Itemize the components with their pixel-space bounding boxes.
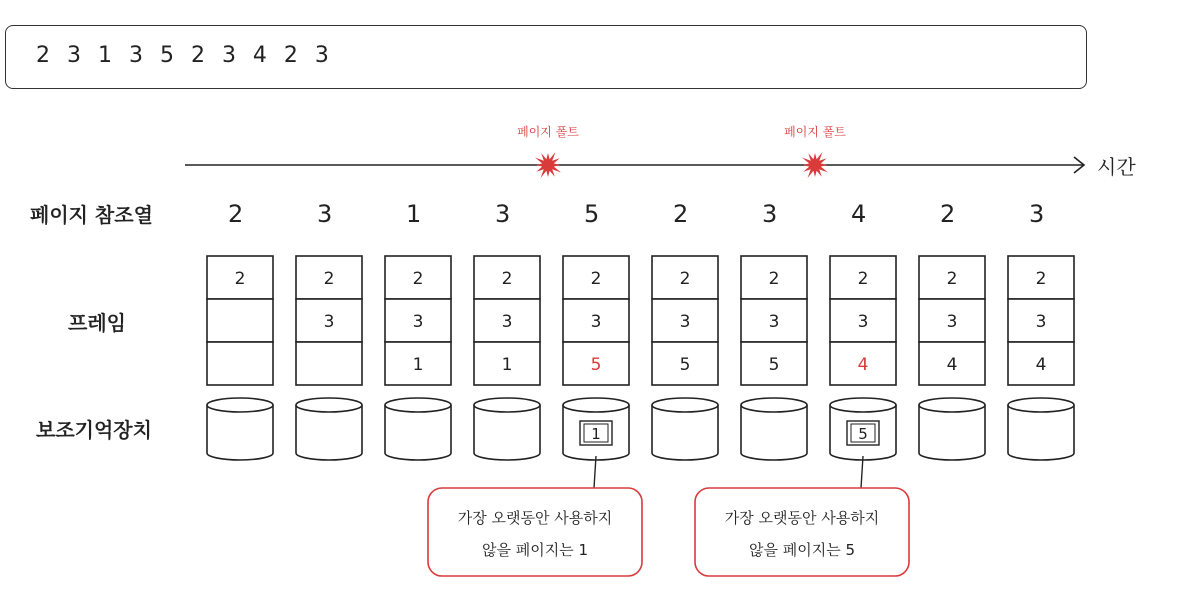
frame-column: [1008, 256, 1074, 385]
frame-value: 2: [768, 269, 780, 289]
explosion-icon: [535, 152, 561, 178]
cylinder-top: [1008, 398, 1074, 412]
explosion-icon: [802, 152, 828, 178]
frame-columns: [207, 256, 1074, 385]
reference-value: 3: [1029, 200, 1045, 228]
frame-value: 3: [946, 312, 958, 332]
callout-bubble: [695, 456, 909, 576]
reference-value: 2: [673, 200, 689, 228]
storage-cylinders: [207, 398, 1074, 460]
frame-cell: [207, 299, 273, 342]
page-fault-label: 페이지 폴트: [784, 125, 846, 139]
frame-value: 2: [946, 269, 958, 289]
frame-column: [919, 256, 985, 385]
cylinder-top: [207, 398, 273, 412]
cylinder-body: [741, 405, 807, 460]
frame-value: 1: [501, 355, 513, 375]
reference-value: 2: [228, 200, 244, 228]
callout-box: [428, 488, 642, 576]
cylinder-top: [652, 398, 718, 412]
cylinder-top: [296, 398, 362, 412]
cylinder-top: [385, 398, 451, 412]
cylinder-body: [385, 405, 451, 460]
frame-value: 3: [1035, 312, 1047, 332]
frame-value: 3: [590, 312, 602, 332]
frame-value: 3: [679, 312, 691, 332]
callout-box: [695, 488, 909, 576]
frame-value: 3: [857, 312, 869, 332]
evicted-page-value: 1: [591, 425, 601, 443]
evicted-page-value: 5: [858, 425, 868, 443]
reference-value: 4: [851, 200, 867, 228]
frame-value: 3: [768, 312, 780, 332]
reference-value: 5: [584, 200, 600, 228]
frame-column: [385, 256, 451, 385]
storage-cylinder: [1008, 398, 1074, 460]
frame-value: 1: [412, 355, 424, 375]
callout-pointer: [594, 456, 596, 488]
reference-value: 3: [317, 200, 333, 228]
cylinder-body: [207, 405, 273, 460]
frame-value: 5: [590, 355, 602, 375]
page-fault-marker: [784, 124, 846, 178]
storage-cylinder: [207, 398, 273, 460]
cylinder-top: [919, 398, 985, 412]
storage-cylinder: [385, 398, 451, 460]
storage-row-label: 보조기억장치: [36, 418, 152, 442]
frame-cell: [296, 342, 362, 385]
page-fault-markers: [517, 124, 846, 178]
storage-cylinder: [474, 398, 540, 460]
frame-value: 2: [590, 269, 602, 289]
frame-column: [652, 256, 718, 385]
frame-value: 4: [1035, 355, 1047, 375]
cylinder-body: [474, 405, 540, 460]
callouts: [428, 456, 909, 576]
reference-row-label: 페이지 참조열: [30, 203, 153, 227]
reference-value: 3: [495, 200, 511, 228]
frame-value: 3: [501, 312, 513, 332]
cylinder-top: [474, 398, 540, 412]
storage-cylinder: [919, 398, 985, 460]
callout-line-1: 가장 오랫동안 사용하지: [457, 509, 613, 527]
cylinder-body: [296, 405, 362, 460]
frame-value: 2: [501, 269, 513, 289]
frame-value: 3: [412, 312, 424, 332]
callout-line-2: 않을 페이지는 5: [748, 541, 856, 559]
cylinder-body: [919, 405, 985, 460]
page-fault-label: 페이지 폴트: [517, 125, 579, 139]
callout-line-2: 않을 페이지는 1: [481, 541, 589, 559]
callout-line-1: 가장 오랫동안 사용하지: [724, 509, 880, 527]
frame-value: 2: [1035, 269, 1047, 289]
reference-values: [228, 200, 1044, 228]
storage-cylinder: [741, 398, 807, 460]
storage-cylinder: [652, 398, 718, 460]
cylinder-body: [652, 405, 718, 460]
frame-column: [296, 256, 362, 385]
frame-column: [830, 256, 896, 385]
storage-cylinder: [296, 398, 362, 460]
frame-value: 2: [679, 269, 691, 289]
frame-cell: [207, 342, 273, 385]
page-fault-marker: [517, 124, 579, 178]
storage-cylinder: [830, 398, 896, 460]
frame-value: 5: [768, 355, 780, 375]
frame-column: [474, 256, 540, 385]
cylinder-body: [1008, 405, 1074, 460]
callout-bubble: [428, 456, 642, 576]
frame-value: 2: [234, 269, 246, 289]
frame-value: 2: [412, 269, 424, 289]
cylinder-top: [741, 398, 807, 412]
frame-value: 4: [946, 355, 958, 375]
reference-value: 3: [762, 200, 778, 228]
storage-cylinder: [563, 398, 629, 460]
reference-value: 2: [940, 200, 956, 228]
frame-value: 5: [679, 355, 691, 375]
frame-column: [741, 256, 807, 385]
reference-value: 1: [406, 200, 422, 228]
reference-string: 2 3 1 3 5 2 3 4 2 3: [36, 43, 334, 68]
frame-value: 4: [857, 355, 869, 375]
callout-pointer: [861, 456, 863, 488]
cylinder-top: [830, 398, 896, 412]
cylinder-top: [563, 398, 629, 412]
frame-value: 3: [323, 312, 335, 332]
frame-column: [207, 256, 273, 385]
frame-value: 2: [857, 269, 869, 289]
frame-column: [563, 256, 629, 385]
frames-row-label: 프레임: [68, 311, 126, 335]
time-axis-label: 시간: [1097, 155, 1136, 179]
frame-value: 2: [323, 269, 335, 289]
